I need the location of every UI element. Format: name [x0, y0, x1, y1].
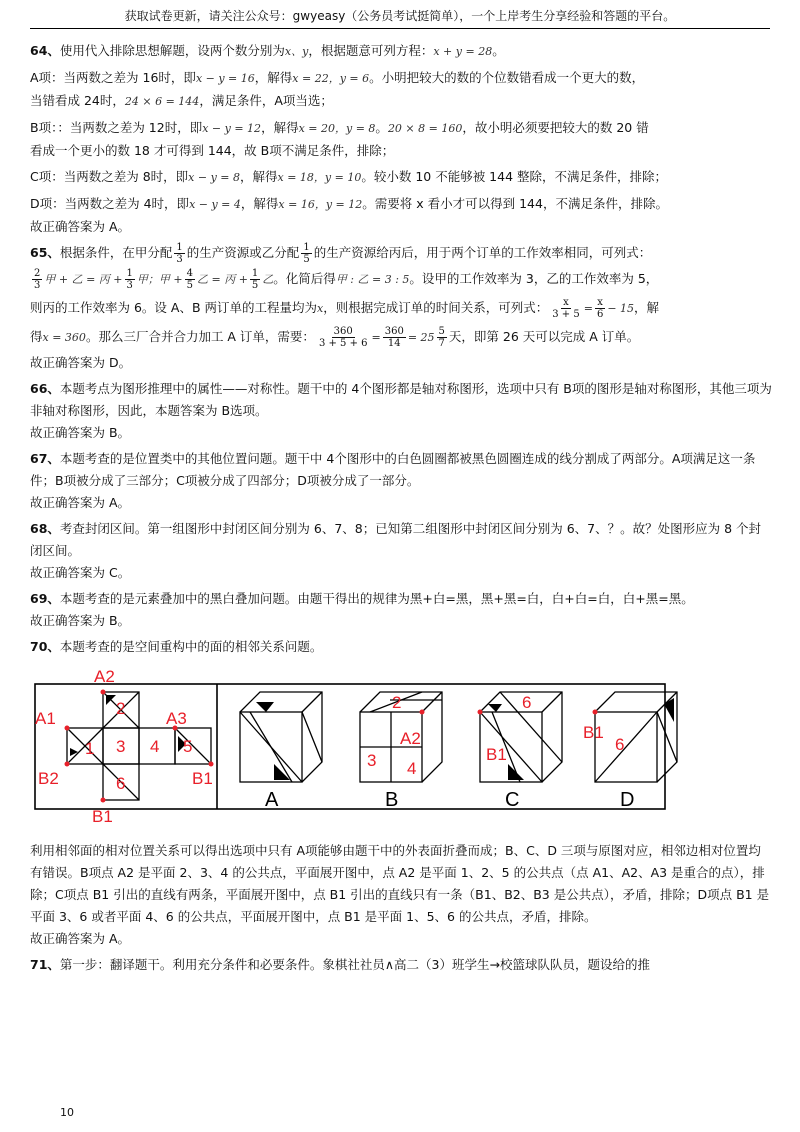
q64-a-text5: ，满足条件，A项当选； — [199, 93, 333, 108]
q65-text9: 得 — [30, 329, 43, 344]
q68-body: 考查封闭区间。第一组图形中封闭区间分别为 6、7、8；已知第二组图形中封闭区间分别为 6、7、？。故？处图形应为 8 个封闭区间。 — [30, 521, 762, 558]
option-b-label: B — [385, 789, 399, 811]
frac-den: 3 — [34, 280, 41, 291]
dot — [209, 762, 214, 767]
cube-figure-svg — [30, 664, 772, 834]
q65-text3: 的生产资源给丙后，用于两个订单的工作效率相同，可列式： — [313, 245, 652, 260]
dot — [420, 710, 425, 715]
q64-c-text3: 。较小数 10 不能够被 144 整除，不满足条件，排除； — [361, 169, 668, 184]
annotation-dots — [65, 690, 598, 803]
q65-line4 — [30, 323, 772, 352]
q65-minus15: − 15 — [607, 302, 635, 315]
q70-body: 本题考查的是空间重构中的面的相邻关系问题。 — [59, 639, 323, 654]
option-d-label: D — [620, 789, 635, 811]
dot — [478, 710, 483, 715]
q64-d-text1: D项：当两数之差为 4时，即 — [30, 196, 190, 211]
q65-eq-part4: 乙 — [262, 273, 274, 286]
q64-b-eq2: x = 20，y = 8 — [298, 122, 376, 135]
frac-den: 5 — [303, 254, 310, 265]
q64-answer: 故正确答案为 A。 — [30, 219, 131, 234]
cube-d-label-6: 6 — [615, 735, 625, 754]
header-rule — [30, 28, 770, 29]
q64-d-text3: 。需要将 x 看小才可以得到 144，不满足条件，排除。 — [362, 196, 668, 211]
dot — [65, 762, 70, 767]
label-B1-bottom: B1 — [92, 807, 113, 826]
q64-b-text1: B项：：当两数之差为 12时，即 — [30, 120, 203, 135]
q65-time-frac2 — [595, 297, 605, 320]
page-header: 获取试卷更新，请关注公众号：gwyeasy（公务员考试挺简单），一个上岸考生分享经验和答题的平台。 — [124, 9, 676, 23]
frac-den: 3 — [176, 254, 183, 265]
frac-num: 2 — [34, 268, 41, 279]
label-face-5: 5 — [183, 737, 193, 756]
frac-num: 5 — [438, 326, 445, 337]
cube-d-diag — [595, 712, 657, 782]
q64-a-eq1: x − y = 16 — [195, 72, 255, 85]
q67-answer: 故正确答案为 A。 — [30, 495, 131, 510]
frac-den: 14 — [387, 338, 401, 349]
cube-b-label-3: 3 — [367, 751, 377, 770]
label-face-4: 4 — [150, 737, 160, 756]
cube-c-black-triangle — [488, 704, 502, 712]
q65-eq-part3: 乙 = 丙 + — [196, 273, 248, 286]
q65-text10: 。那么三厂合并合力加工 A 订单，需要： — [85, 329, 315, 344]
q64-d-text2: ，解得 — [240, 196, 279, 211]
q64-a-text1: A项：当两数之差为 16时，即 — [30, 70, 196, 85]
q65-line3 — [30, 294, 772, 323]
q65-var-x: x — [317, 302, 324, 315]
q67-text — [30, 448, 772, 492]
q64-option-a — [30, 67, 772, 113]
label-A1: A1 — [35, 709, 56, 728]
q64-option-d — [30, 193, 772, 216]
option-c-label: C — [505, 789, 520, 811]
q64-a-eq3: 24 × 6 = 144 — [124, 95, 200, 108]
frac-num: 1 — [251, 268, 259, 279]
label-B1: B1 — [192, 769, 213, 788]
q65-ratio: 甲 : 乙 = 3 : 5 — [335, 273, 410, 286]
cube-c-label-B1: B1 — [486, 745, 507, 764]
q71-body: 第一步：翻译题干。利用充分条件和必要条件。象棋社社员∧高二（3）班学生→校篮球队队员，题设给的推 — [59, 957, 650, 972]
dot — [65, 726, 70, 731]
q65-text2: 的生产资源或乙分配 — [186, 245, 300, 260]
q70-number: 70、 — [30, 639, 60, 654]
q65-frac-1-3 — [174, 242, 184, 265]
cube-a-back — [240, 692, 322, 782]
q66-body: 本题考点为图形推理中的属性——对称性。题干中的 4个图形都是轴对称图形，选项中只有 B项的图形是轴对称图形，其他三项为非轴对称图形，因此，本题答案为 B选项。 — [30, 381, 772, 418]
label-A3: A3 — [166, 709, 187, 728]
q64-a-text2: ，解得 — [254, 70, 293, 85]
q64-c-text2: ，解得 — [240, 169, 278, 184]
q64-intro — [30, 40, 772, 63]
cube-c-edge — [542, 692, 562, 712]
cube-b-label-2: 2 — [392, 693, 402, 712]
q65-text4: 。化简后得 — [273, 271, 336, 286]
q64-a-eq2: x = 22，y = 6 — [292, 72, 370, 85]
q65-eq-frac2 — [125, 268, 135, 291]
q69-body: 本题考查的是元素叠加中的黑白叠加问题。由题干得出的规律为黑+白=黑，黑+黑=白，白+白=白，白+黑=黑。 — [59, 591, 694, 606]
q64-a-text4: 当错看成 24时， — [30, 93, 125, 108]
frac-num: 1 — [303, 242, 310, 253]
cube-b-label-4: 4 — [407, 759, 417, 778]
q70-text — [30, 636, 772, 658]
frac-den: 3 + 5 — [552, 309, 580, 320]
q70-explanation: 利用相邻面的相对位置关系可以得出选项中只有 A项能够由题干中的外表面折叠而成；B、C、D 三项与原图对应，相邻边相对位置均有错误。B项点 A2 是平面 2、3、4 的公共点，平面展开图中，点 A2 是平面 1、2、5 的公共点（点 A1、A2、A3 是重合的点），排除；C项点 B1 引出的直线有两条，平面展开图中，点 B1 引出的直线只有一条（B1、B2、B3 是公共点），矛盾，排除；D项点 B1 是平面 3、6 或者平面 4、6 的公共点，平面展开图中，点 B1 是平面 1、5、6 的公共点，矛盾，排除。 — [30, 843, 770, 924]
q65-eq-frac4 — [250, 268, 260, 291]
option-a-label: A — [265, 789, 279, 811]
q66-text — [30, 378, 772, 422]
q65-eq-part2: 甲；甲 + — [136, 273, 183, 286]
frac-den: 5 — [186, 280, 193, 291]
frac-num: 1 — [176, 242, 183, 253]
q65-sum-frac1 — [317, 326, 370, 349]
dot — [593, 710, 598, 715]
q64-intro-text: 使用代入排除思想解题，设两个数分别为 — [59, 43, 285, 58]
q66-number: 66、 — [30, 381, 60, 396]
q65-text6: 则丙的工作效率为 6。设 A、B 两订单的工程量均为 — [30, 300, 318, 315]
document-body — [30, 40, 772, 976]
q70-answer: 故正确答案为 A。 — [30, 931, 131, 946]
q64-c-eq2: x = 18，y = 10 — [277, 171, 362, 184]
frac-den: 5 — [251, 280, 259, 291]
label-face-1: 1 — [85, 739, 95, 758]
q64-b-text2: ，解得 — [261, 120, 299, 135]
cube-a-black-triangle — [256, 702, 274, 712]
label-A2: A2 — [94, 667, 115, 686]
q65-text7: ，则根据完成订单的时间关系，可列式： — [323, 300, 549, 315]
net-labels — [35, 667, 213, 826]
q65-equals: = — [583, 302, 593, 315]
q64-vars: x、y — [284, 45, 309, 58]
q68-text — [30, 518, 772, 562]
q69-answer: 故正确答案为 B。 — [30, 613, 131, 628]
q64-c-text1: C项：当两数之差为 8时，即 — [30, 169, 189, 184]
frac-num: 360 — [384, 326, 404, 337]
q65-line2 — [30, 265, 772, 294]
q68-number: 68、 — [30, 521, 60, 536]
q64-option-c — [30, 166, 772, 189]
q71-text — [30, 954, 772, 976]
q64-b-text3: 。 — [375, 120, 388, 135]
q69-text — [30, 588, 772, 610]
cube-a — [240, 692, 322, 782]
q65-sum-frac3 — [437, 326, 447, 349]
label-face-3: 3 — [116, 737, 126, 756]
q65-equals2: = — [371, 331, 381, 344]
q65-line1 — [30, 242, 772, 265]
q65-text11: 天，即第 26 天可以完成 A 订单。 — [448, 329, 640, 344]
q65-eq-frac1 — [32, 268, 42, 291]
option-labels — [265, 789, 634, 811]
q64-b-eq1: x − y = 12 — [202, 122, 262, 135]
q64-d-eq1: x − y = 4 — [189, 198, 241, 211]
frac-den: 3 + 5 + 6 — [318, 338, 368, 349]
q65-answer: 故正确答案为 D。 — [30, 355, 132, 370]
q64-d-eq2: x = 16，y = 12 — [278, 198, 363, 211]
q65-text5: 。设甲的工作效率为 3，乙的工作效率为 5， — [409, 271, 659, 286]
frac-num: 4 — [186, 268, 193, 279]
q64-b-eq3: 20 × 8 = 160 — [387, 122, 463, 135]
q66-answer: 故正确答案为 B。 — [30, 425, 131, 440]
q64-b-text4: ，故小明必须要把较大的数 20 错 — [462, 120, 649, 135]
frac-num: x — [597, 297, 603, 308]
frac-num: 1 — [126, 268, 133, 279]
q67-number: 67、 — [30, 451, 60, 466]
q71-number: 71、 — [30, 957, 60, 972]
cube-b-edge — [422, 692, 442, 712]
q69-number: 69、 — [30, 591, 60, 606]
frac-den: 6 — [596, 309, 604, 320]
frac-num: 360 — [333, 326, 353, 337]
q65-time-frac1 — [550, 297, 581, 320]
q64-intro-end: 。 — [492, 43, 505, 58]
q65-number: 65、 — [30, 245, 60, 260]
q64-intro-text2: ，根据题意可列方程： — [308, 43, 434, 58]
q65-eq-part1: 甲 + 乙 = 丙 + — [44, 273, 123, 286]
cube-a-diag — [250, 712, 292, 782]
q64-b-text5: 看成一个更小的数 18 才可得到 144，故 B项不满足条件，排除； — [30, 143, 395, 158]
q68-answer: 故正确答案为 C。 — [30, 565, 131, 580]
label-face-6: 6 — [116, 774, 126, 793]
q64-number: 64、 — [30, 43, 60, 58]
frac-den: 7 — [438, 338, 445, 349]
q65-frac-1-5 — [301, 242, 311, 265]
cube-c-black-triangle — [508, 764, 524, 780]
label-B2: B2 — [38, 769, 59, 788]
q65-result: = 25 — [407, 331, 435, 344]
cube-c-label-6: 6 — [522, 693, 532, 712]
cube-a-edge — [302, 692, 322, 712]
q64-a-text3: 。小明把较大的数的个位数错看成一个更大的数， — [369, 70, 645, 85]
q65-x360: x = 360 — [42, 331, 86, 344]
q64-c-eq1: x − y = 8 — [188, 171, 240, 184]
cube-d-label-B1: B1 — [583, 723, 604, 742]
q67-body: 本题考查的是位置类中的其他位置问题。题干中 4个图形中的白色圆圈都被黑色圆圈连成的线分割成了两部分。A项满足这一条件；B项被分成了三部分；C项被分成了四部分；D项被分成了一部分。 — [30, 451, 756, 488]
q70-figure — [30, 664, 772, 834]
label-face-2: 2 — [116, 699, 126, 718]
q65-text8: ，解 — [634, 300, 660, 315]
dot — [101, 798, 106, 803]
cube-a-diag — [302, 712, 322, 762]
q65-sum-frac2 — [383, 326, 406, 349]
cube-b-label-A2: A2 — [400, 729, 421, 748]
frac-den: 3 — [126, 280, 133, 291]
page-number: 10 — [60, 1106, 74, 1119]
q64-equation: x + y = 28 — [433, 45, 493, 58]
dot — [101, 690, 106, 695]
frac-num: x — [563, 297, 569, 308]
q65-text1: 根据条件，在甲分配 — [59, 245, 173, 260]
q64-option-b — [30, 117, 772, 162]
q65-eq-frac3 — [185, 268, 195, 291]
